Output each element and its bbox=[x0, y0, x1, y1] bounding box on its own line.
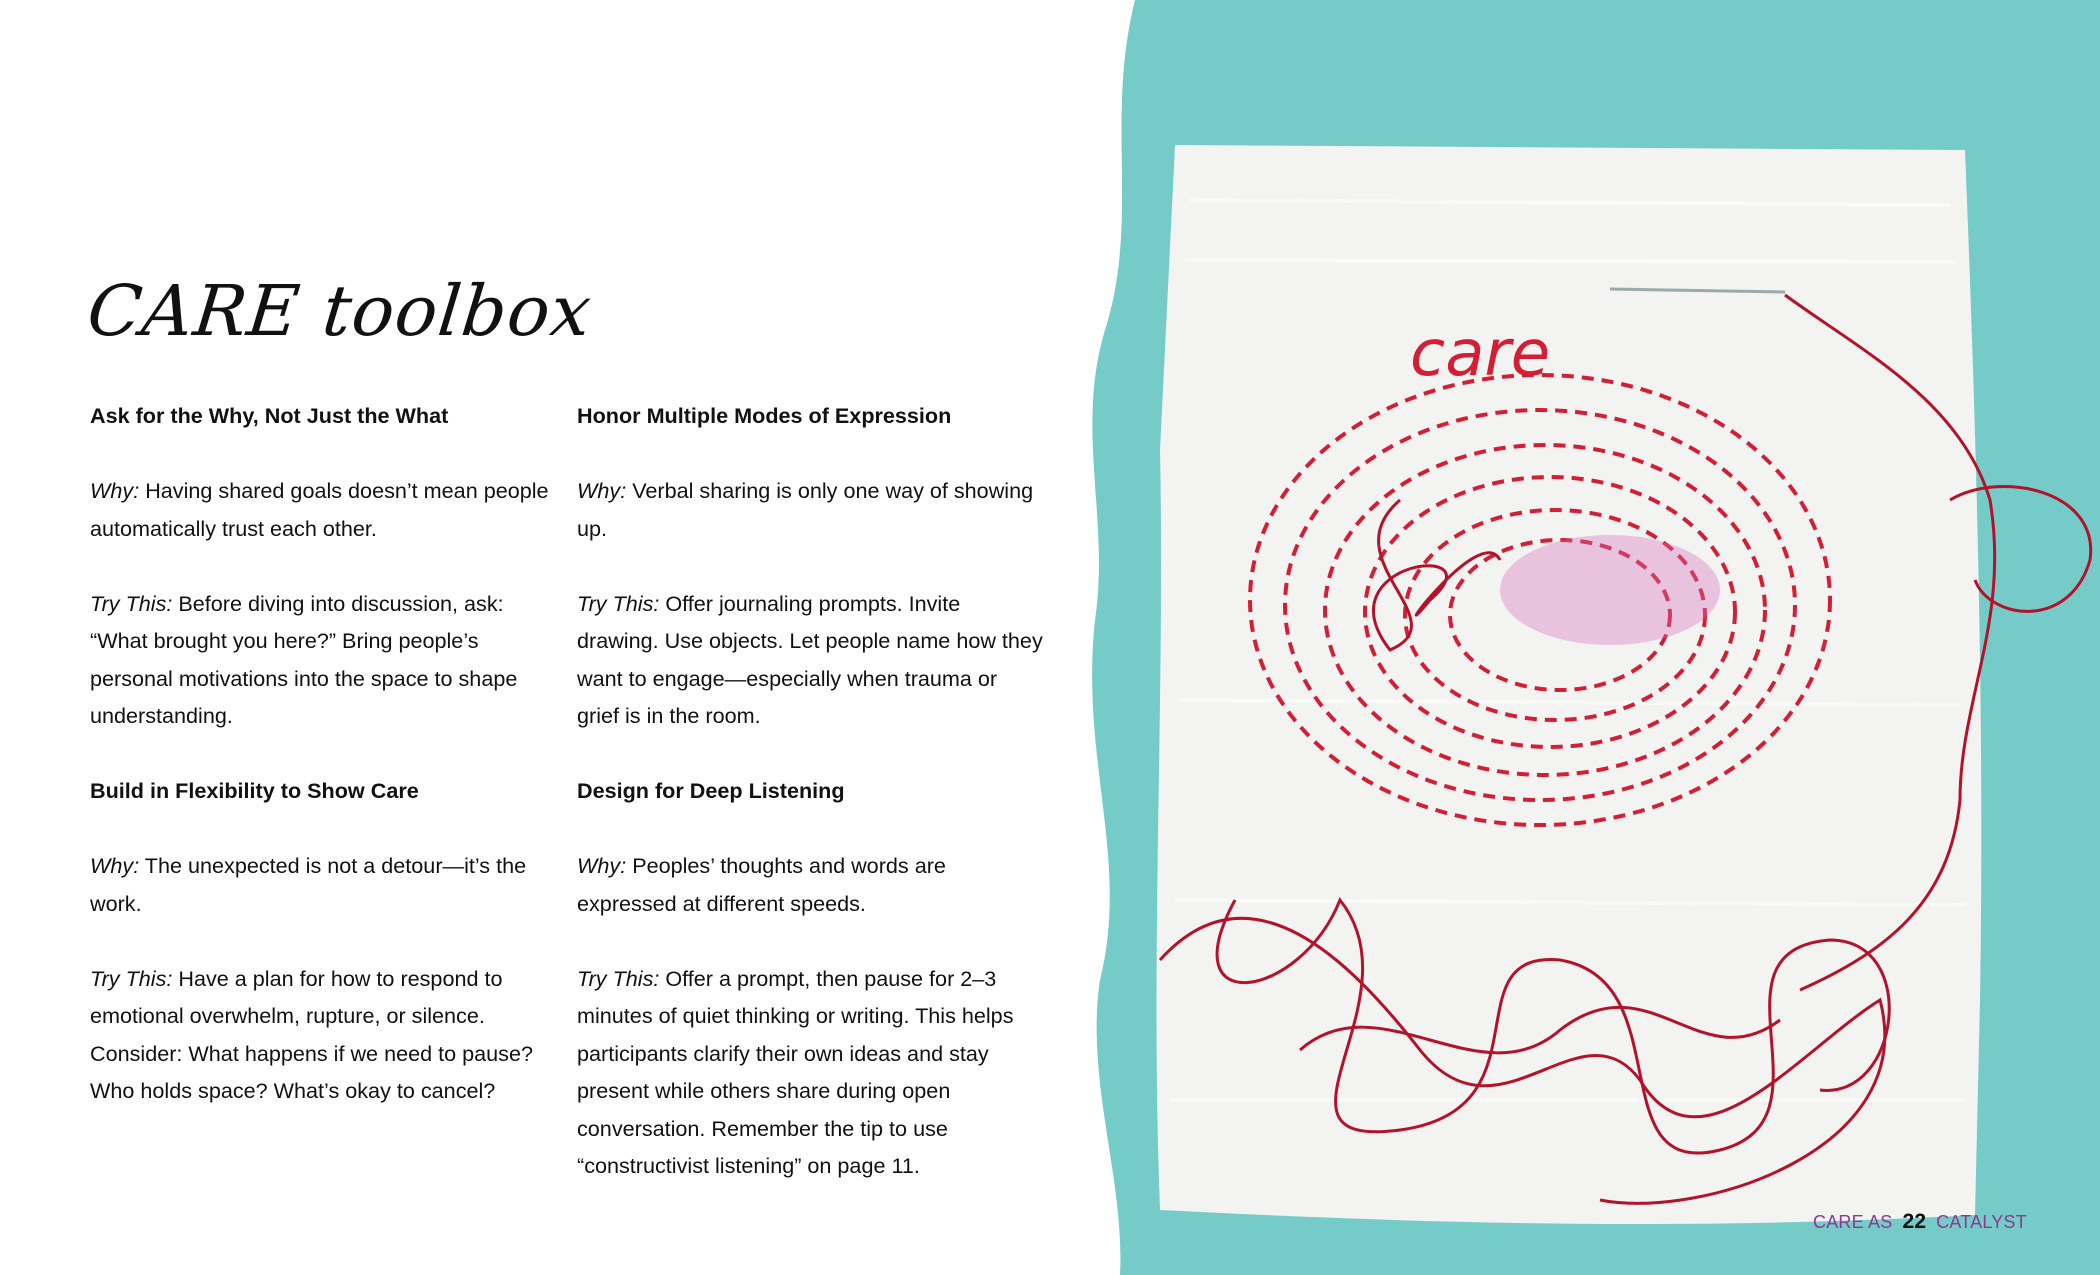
why-text: Having shared goals doesn’t mean people automatically trust each other. bbox=[90, 478, 549, 541]
section-heading: Ask for the Why, Not Just the What bbox=[90, 403, 449, 428]
page-title: CARE toolbox bbox=[83, 270, 596, 352]
why-label: Why: bbox=[90, 478, 140, 503]
why-label: Why: bbox=[90, 853, 140, 878]
left-column bbox=[90, 397, 558, 1147]
page-footer bbox=[1813, 1210, 2027, 1234]
try-paragraph bbox=[577, 960, 1045, 1185]
section-heading: Build in Flexibility to Show Care bbox=[90, 778, 419, 803]
why-paragraph bbox=[90, 847, 558, 922]
why-label: Why: bbox=[577, 478, 627, 503]
footer-left: CARE AS bbox=[1813, 1212, 1893, 1232]
why-text: The unexpected is not a detour—it’s the work. bbox=[90, 853, 527, 916]
why-paragraph bbox=[577, 847, 1045, 922]
footer-right: CATALYST bbox=[1936, 1212, 2027, 1232]
why-paragraph bbox=[577, 472, 1045, 547]
try-paragraph bbox=[90, 960, 558, 1110]
fabric bbox=[1156, 145, 1981, 1224]
why-label: Why: bbox=[577, 853, 627, 878]
right-column bbox=[577, 397, 1045, 1222]
why-text: Verbal sharing is only one way of showing up. bbox=[577, 478, 1034, 541]
try-text: Have a plan for how to respond to emotional overwhelm, rupture, or silence. Consider: What happens if we need to pause? Who holds space? What’s okay to cancel? bbox=[90, 965, 533, 1103]
section-heading: Design for Deep Listening bbox=[577, 778, 845, 803]
embroidered-care: care bbox=[1410, 317, 1551, 391]
try-label: Try This: bbox=[90, 590, 173, 616]
section-heading: Honor Multiple Modes of Expression bbox=[577, 403, 952, 428]
why-text: Peoples’ thoughts and words are expressed at different speeds. bbox=[577, 853, 946, 916]
try-text: Before diving into discussion, ask: “What brought you here?” Bring people’s personal motivations into the space to shape understanding. bbox=[90, 590, 518, 728]
try-text: Offer a prompt, then pause for 2–3 minutes of quiet thinking or writing. This helps participants clarify their own ideas and stay present while others share during open conversation. Remember the tip to use “constructivist listening” on page 11. bbox=[577, 965, 1014, 1178]
try-label: Try This: bbox=[90, 965, 173, 991]
why-paragraph bbox=[90, 472, 558, 547]
try-paragraph bbox=[90, 585, 558, 735]
try-paragraph bbox=[577, 585, 1045, 735]
try-label: Try This: bbox=[577, 965, 660, 991]
page-number: 22 bbox=[1902, 1210, 1927, 1233]
try-label: Try This: bbox=[577, 590, 660, 616]
try-text: Offer journaling prompts. Invite drawing. Use objects. Let people name how they want to engage—especially when trauma or grief is in the room. bbox=[577, 590, 1043, 728]
